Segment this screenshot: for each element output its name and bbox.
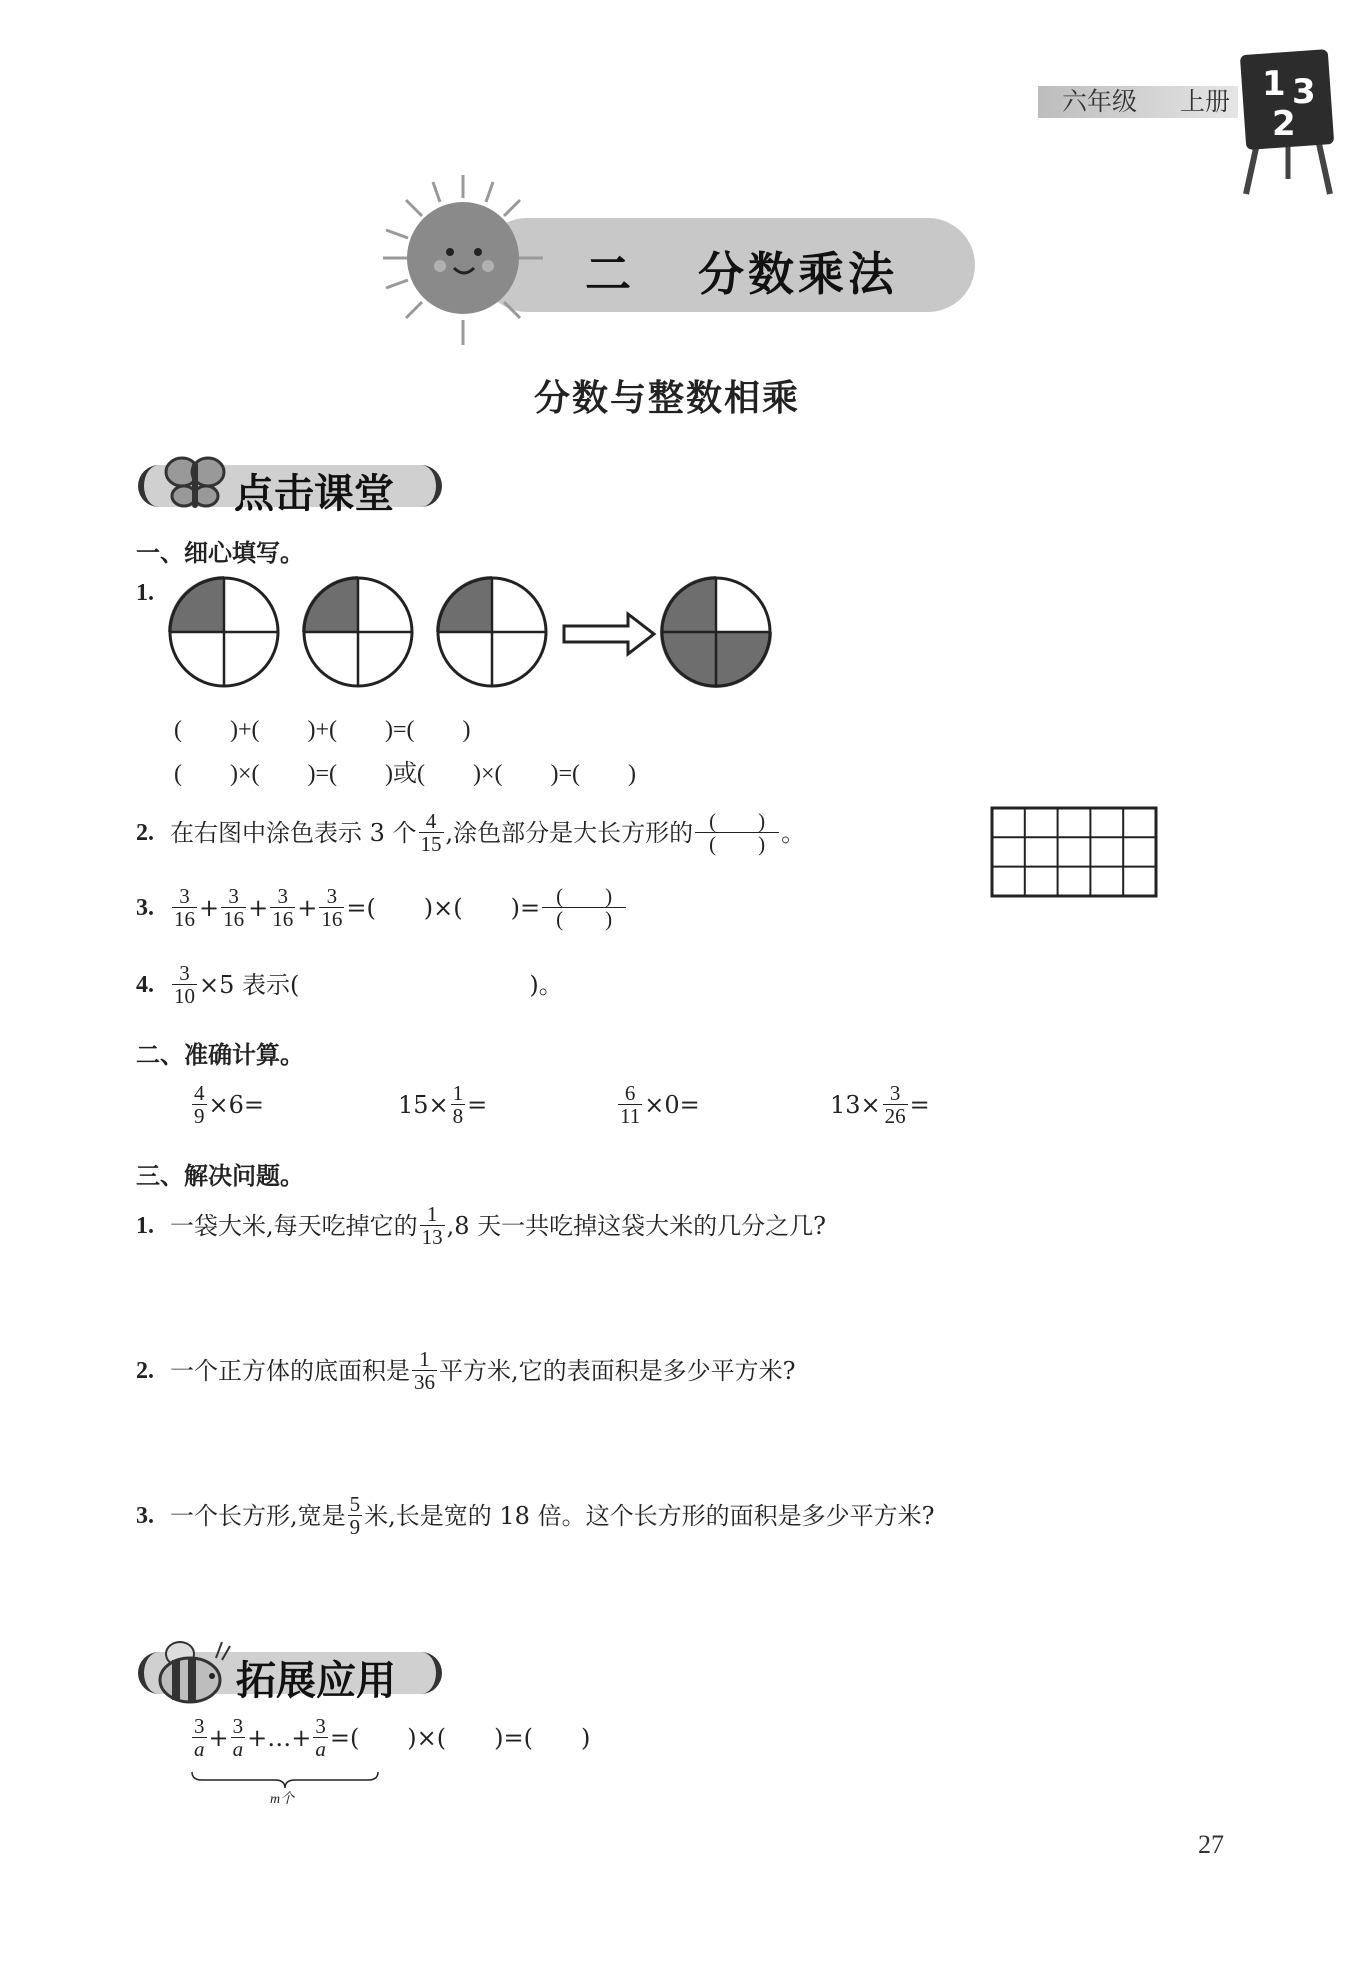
calc-item-4: 13× $\frac{3}{26}$ = bbox=[830, 1081, 930, 1129]
q3-term-4: $\frac{3}{16}$ bbox=[321, 884, 343, 932]
problem-3: 3. 一个长方形,宽是 $\frac{5}{9}$ 米,长是宽的 18 倍。这个长方形的面积是多少平方米? bbox=[136, 1492, 935, 1540]
q2-pre: 在右图中涂色表示 3 个 bbox=[170, 818, 417, 847]
q3-term-1: $\frac{3}{16}$ bbox=[174, 884, 195, 932]
calc-item-3: $\frac{6}{11}$ ×0= bbox=[620, 1081, 700, 1129]
ext-term-2: $\frac{3}{a}$ bbox=[232, 1714, 244, 1762]
problem-2: 2. 一个正方体的底面积是 $\frac{1}{36}$ 平方米,它的表面积是多少平方米? bbox=[136, 1347, 796, 1395]
underbrace bbox=[190, 1770, 380, 1790]
page-number: 27 bbox=[1198, 1830, 1224, 1859]
section1-heading: 一、细心填写。 bbox=[136, 538, 304, 567]
banner1-label: 点击课堂 bbox=[234, 471, 394, 517]
q4-end: )。 bbox=[529, 970, 563, 999]
q4-number: 4. bbox=[136, 971, 154, 998]
q2-fraction: $\frac{4}{15}$ bbox=[420, 809, 442, 857]
pie-group bbox=[168, 572, 778, 692]
pie-result bbox=[660, 576, 772, 688]
lesson-title: 分数与整数相乘 bbox=[534, 378, 801, 419]
header-volume: 上册 bbox=[1180, 87, 1231, 116]
badge-digit-3: 3 bbox=[1292, 72, 1316, 112]
q2-number: 2. bbox=[136, 819, 154, 846]
q3-number: 3. bbox=[136, 894, 154, 921]
q4-fraction: $\frac{3}{10}$ bbox=[174, 961, 195, 1009]
badge-digit-2: 2 bbox=[1272, 104, 1296, 144]
q1-number: 1. bbox=[136, 580, 154, 606]
q3-plus-3: + bbox=[297, 893, 318, 922]
banner2-label: 拓展应用 bbox=[236, 1658, 396, 1704]
rectangle-grid[interactable] bbox=[990, 806, 1160, 900]
ext-term-1: $\frac{3}{a}$ bbox=[194, 1714, 205, 1762]
header-grade: 六年级 bbox=[1062, 87, 1138, 116]
ext-term-3: $\frac{3}{a}$ bbox=[315, 1714, 326, 1762]
section2-heading: 二、准确计算。 bbox=[136, 1040, 304, 1069]
q4-text: ×5 表示( bbox=[199, 970, 300, 999]
q3-mid: =( )×( )= bbox=[346, 893, 541, 922]
q3-plus-1: + bbox=[199, 893, 220, 922]
q3-answer-blank[interactable]: $\frac{( )}{( )}$ bbox=[542, 885, 626, 930]
q3-row bbox=[136, 885, 628, 930]
q3-term-3: $\frac{3}{16}$ bbox=[272, 884, 294, 932]
arrow-icon bbox=[564, 614, 654, 654]
sun-icon bbox=[378, 170, 548, 350]
calc-item-2: 15× $\frac{1}{8}$ = bbox=[398, 1081, 488, 1129]
q4-row bbox=[136, 962, 563, 1007]
q1-line1: ( )+( )+( )=( ) bbox=[174, 717, 471, 743]
badge-digit-1: 1 bbox=[1262, 64, 1286, 104]
bee-icon bbox=[150, 1632, 234, 1712]
brace-label: m个 bbox=[270, 1792, 295, 1807]
q1-line2: ( )×( )=( )或( )×( )=( ) bbox=[174, 761, 637, 787]
section3-heading: 三、解决问题。 bbox=[136, 1161, 304, 1190]
calc-item-1: $\frac{4}{9}$ ×6= bbox=[194, 1081, 264, 1129]
pie-3 bbox=[436, 576, 546, 686]
q2-row bbox=[136, 810, 805, 855]
q3-term-2: $\frac{3}{16}$ bbox=[223, 884, 245, 932]
q2-mid: ,涂色部分是大长方形的 bbox=[445, 818, 694, 847]
q3-plus-2: + bbox=[248, 893, 269, 922]
butterfly-icon bbox=[160, 448, 230, 518]
chapter-number: 二 bbox=[585, 247, 631, 301]
chapter-title: 分数乘法 bbox=[698, 247, 898, 301]
problem-1: 1. 一袋大米,每天吃掉它的 $\frac{1}{13}$ ,8 天一共吃掉这袋大米的几分之几? bbox=[136, 1202, 827, 1250]
q2-answer-blank[interactable]: $\frac{( )}{( )}$ bbox=[695, 810, 779, 855]
pie-1 bbox=[168, 576, 278, 686]
extension-row: $\frac{3}{a}$ + $\frac{3}{a}$ +…+ $\frac{3}{a}$ =( )×( )=( ) bbox=[194, 1714, 591, 1762]
q2-end: 。 bbox=[781, 818, 806, 847]
pie-2 bbox=[302, 576, 412, 686]
